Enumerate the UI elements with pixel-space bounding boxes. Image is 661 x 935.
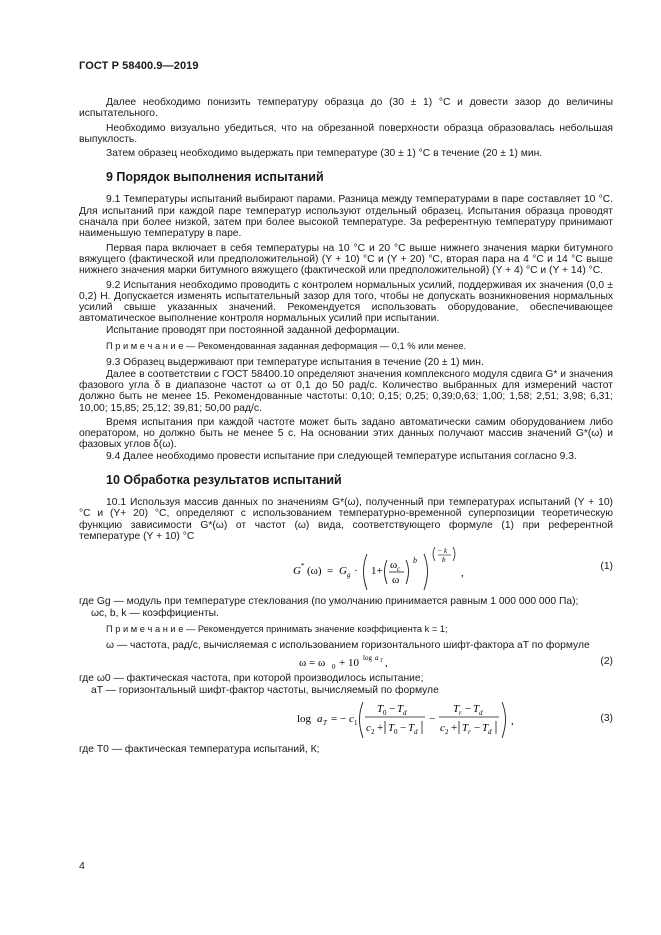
svg-text:−: −: [465, 702, 472, 715]
omega-definition: ω — частота, рад/с, вычисляемая с использованием горизонтального шифт-фактора aT по формуле: [106, 640, 590, 652]
svg-text:+: +: [451, 721, 458, 734]
svg-text:1: 1: [354, 718, 358, 727]
svg-text:T: T: [408, 721, 415, 734]
note-2-text: — Рекомендуется принимать значение коэффициента k = 1;: [183, 623, 448, 634]
svg-text:c: c: [397, 565, 401, 574]
svg-text:b: b: [442, 556, 446, 565]
note-1-label: П р и м е ч а н и е: [106, 341, 184, 352]
section-9-heading: 9 Порядок выполнения испытаний: [106, 170, 324, 185]
paragraph-10-1: 10.1 Используя массив данных по значениям G*(ω), полученный при температурах испытаний (Y + 10) °С и (Y+ 20) °С, определяют с использованием температурно-временной суперпозиции теоретическую функцию зависимости G*(ω) от частот (ω) вида, соответствующего формуле (1) при референтной температуре (Y + 10) °С: [79, 497, 613, 542]
svg-text:*: *: [301, 562, 305, 571]
svg-text:T: T: [453, 702, 460, 715]
svg-text:T: T: [380, 659, 383, 665]
equation-2-number: (2): [600, 656, 613, 668]
paragraph-9-2-deformation: Испытание проводят при постоянной заданной деформации.: [106, 324, 400, 336]
formula-3: [79, 698, 613, 742]
svg-text:b: b: [413, 556, 417, 566]
svg-text:T: T: [377, 702, 384, 715]
where-1-gg: где Gg — модуль при температуре стеклования (по умолчанию принимается равным 1 000 000 000 Па);: [79, 596, 579, 608]
svg-text:0: 0: [383, 708, 387, 717]
svg-text:c: c: [366, 721, 371, 734]
svg-text:T: T: [462, 721, 469, 734]
svg-text:T: T: [388, 721, 395, 734]
where-block-1: [79, 596, 613, 619]
svg-text:r: r: [459, 708, 462, 717]
page-number: 4: [79, 860, 85, 872]
paragraph-9-3-frequencies: Далее в соответствии с ГОСТ 58400.10 определяют значения комплексного модуля сдвига G* и значения фазового угла δ в диапазоне частот ω от 0,1 до 50 рад/с. Количество выбранных для измерений частот должно быть не менее 15. Рекомендованные частоты: 0,10; 0,15; 0,25; 0,39;0,63; 1,00; 1,58; 2,51; 3,98; 6,31; 10,00; 15,85; 25,12; 39,81; 50,00 рад/с.: [79, 368, 613, 414]
svg-text:−: −: [400, 721, 407, 734]
where-3-t0: где T0 — фактическая температура испытаний, К;: [79, 743, 320, 755]
svg-text:c: c: [349, 712, 354, 725]
svg-text:+ 10: + 10: [339, 657, 359, 670]
where-2-at: aT — горизонтальный шифт-фактор частоты, вычисляемый по формуле: [91, 684, 439, 696]
svg-text:a: a: [317, 712, 323, 725]
note-2-label: П р и м е ч а н и е: [106, 623, 184, 634]
svg-text:G: G: [339, 565, 347, 578]
svg-text:log: log: [297, 712, 312, 725]
svg-text:−: −: [429, 712, 436, 725]
svg-text:,: ,: [511, 714, 514, 727]
svg-text:d: d: [414, 727, 418, 736]
svg-text:0: 0: [332, 663, 336, 672]
svg-text:c: c: [440, 721, 445, 734]
svg-text:−: −: [474, 721, 481, 734]
svg-text:(ω): (ω): [307, 565, 322, 578]
intro-paragraph-2: Необходимо визуально убедиться, что на обрезанной поверхности образца образовалась небольшая выпуклость.: [79, 122, 613, 145]
svg-text:r: r: [468, 727, 471, 736]
paragraph-9-1-pairs: Первая пара включает в себя температуры на 10 °С и 20 °С выше нижнего значения марки битумного вяжущего (фактической или предположительной) (Y + 10) °С и (Y + 20) °С, вторая пара на 4 °С и 14 °С выше нижнего значения марки битумного вяжущего (фактической или предположительной) (Y + 4) °С и (Y + 14) °С.: [79, 242, 613, 277]
svg-text:G: G: [293, 565, 301, 578]
svg-text:log: log: [363, 654, 372, 663]
equation-1-number: (1): [600, 561, 613, 573]
svg-text:,: ,: [385, 657, 388, 670]
svg-text:,: ,: [461, 567, 464, 580]
document-header: ГОСТ Р 58400.9—2019: [79, 60, 199, 72]
svg-text:·: ·: [354, 565, 358, 578]
svg-text:d: d: [479, 708, 483, 717]
intro-paragraph-1: Далее необходимо понизить температуру образца до (30 ± 1) °С и довести зазор до величины испытательного.: [79, 97, 613, 120]
svg-text:−: −: [389, 702, 396, 715]
svg-text:g: g: [347, 571, 351, 580]
svg-text:1+: 1+: [371, 565, 383, 578]
note-1: [79, 341, 613, 352]
note-1-text: — Рекомендованная заданная деформация — 0,1 % или менее.: [183, 341, 467, 352]
where-block-3: [79, 744, 613, 755]
paragraph-9-1: 9.1 Температуры испытаний выбирают парами. Разница между температурами в паре составляет 10 °С. Для испытаний при каждой паре температур используют отдельный образец. Испытания образца проводят сначала при более низкой, затем при более высокой температуре. За референтную температуру принимают наименьшую температуру в паре.: [79, 194, 613, 240]
svg-text:= −: = −: [331, 712, 347, 725]
svg-text:2: 2: [445, 727, 449, 736]
svg-text:k: k: [444, 547, 448, 556]
note-2: [79, 624, 613, 635]
equation-3-number: (3): [600, 712, 613, 724]
formula-2-expression: [297, 653, 437, 671]
formula-2: [79, 653, 613, 671]
svg-text:ω = ω: ω = ω: [299, 657, 326, 670]
svg-text:ω: ω: [390, 559, 398, 572]
svg-text:ω: ω: [392, 574, 400, 587]
svg-text:d: d: [488, 727, 492, 736]
svg-text:d: d: [403, 708, 407, 717]
svg-text:=: =: [327, 565, 334, 578]
document-body: [79, 97, 613, 755]
svg-text:T: T: [397, 702, 404, 715]
formula-1: [79, 544, 613, 594]
paragraph-9-4: 9.4 Далее необходимо провести испытание при следующей температуре испытания согласно 9.3.: [106, 450, 577, 462]
formula-1-expression: [289, 544, 489, 594]
svg-text:0: 0: [394, 727, 398, 736]
intro-paragraph-3: Затем образец необходимо выдержать при температуре (30 ± 1) °С в течение (20 ± 1) мин.: [106, 148, 543, 160]
section-10-heading: 10 Обработка результатов испытаний: [106, 473, 342, 488]
svg-text:T: T: [473, 702, 480, 715]
svg-text:a: a: [375, 654, 379, 663]
svg-text:+: +: [377, 721, 384, 734]
svg-text:−: −: [438, 547, 442, 556]
svg-text:2: 2: [371, 727, 375, 736]
where-2-omega0: где ω0 — фактическая частота, при которой производилось испытание;: [79, 673, 424, 685]
paragraph-9-3: 9.3 Образец выдерживают при температуре испытания в течение (20 ± 1) мин.: [106, 357, 484, 369]
where-block-2: [79, 673, 613, 696]
where-1-coeffs: ωc, b, k — коэффициенты.: [91, 607, 219, 619]
paragraph-9-2: 9.2 Испытания необходимо проводить с контролем нормальных усилий, поддерживая их значения (0,0 ± 0,2) Н. Допускается изменять испытательный зазор для того, чтобы не допускать возникновения нормальных усилий свыше указанных значений. Рекомендуется использовать оборудование, обеспечивающее автоматическое выполнение контроля нормальных усилий при испытании.: [79, 279, 613, 325]
svg-text:T: T: [323, 718, 327, 727]
svg-text:T: T: [482, 721, 489, 734]
formula-3-expression: [297, 698, 537, 742]
paragraph-9-3-time: Время испытания при каждой частоте может быть задано автоматически самим оборудованием либо оператором, но должно быть не менее 5 с. На основании этих данных получают массив значений G*(ω) и фазовых углов δ(ω).: [79, 416, 613, 451]
